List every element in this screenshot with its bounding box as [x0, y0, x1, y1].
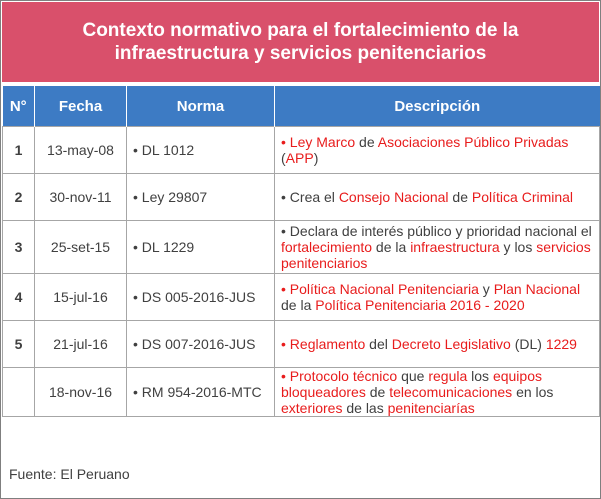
highlighted-term: Asociaciones Público Privadas [377, 134, 569, 150]
row-description [275, 127, 600, 174]
header-descripcion: Descripción [275, 86, 600, 127]
table-row [3, 174, 600, 221]
row-number: 5 [3, 321, 35, 368]
table-row [3, 321, 600, 368]
highlighted-term: • [281, 134, 290, 150]
row-norma [127, 221, 275, 274]
highlighted-term: Política Nacional Penitenciaria [289, 281, 479, 297]
table-row [3, 221, 600, 274]
row-norma [127, 174, 275, 221]
description-text: de la [372, 239, 411, 255]
regulations-table [2, 86, 600, 417]
row-number: 2 [3, 174, 35, 221]
row-date: 15-jul-16 [35, 274, 127, 321]
row-norma [127, 127, 275, 174]
norma-text: DS 005-2016-JUS [141, 289, 256, 305]
table-body [3, 127, 600, 417]
highlighted-term: infraestructura [410, 239, 500, 255]
header-num: N° [3, 86, 35, 127]
highlighted-term: Decreto Legislativo [391, 336, 511, 352]
row-norma [127, 274, 275, 321]
row-description [275, 368, 600, 417]
table-row [3, 368, 600, 417]
description-text: de las [342, 400, 388, 416]
highlighted-term: • [281, 336, 290, 352]
highlighted-term: 1229 [545, 336, 577, 352]
highlighted-term: Plan Nacional [493, 281, 581, 297]
slide-title [2, 2, 599, 84]
row-description [275, 221, 600, 274]
row-description [275, 321, 600, 368]
norma-text: Ley 29807 [141, 189, 208, 205]
highlighted-term: Reglamento [289, 336, 366, 352]
row-number: 3 [3, 221, 35, 274]
bullet-icon: • [133, 189, 142, 205]
table-row [3, 127, 600, 174]
highlighted-term: exteriores [281, 400, 343, 416]
row-norma [127, 321, 275, 368]
row-date: 18-nov-16 [35, 368, 127, 417]
highlighted-term: regula [428, 368, 468, 384]
bullet-icon: • [133, 336, 142, 352]
highlighted-term: servicios penitenciarios [281, 239, 591, 271]
description-text: (DL) [510, 336, 546, 352]
norma-text: RM 954-2016-MTC [141, 384, 262, 400]
source-footer: Fuente: El Peruano [9, 466, 130, 482]
description-text: de la [281, 297, 316, 313]
row-description [275, 274, 600, 321]
row-description [275, 174, 600, 221]
title-text: Contexto normativo para el fortalecimiento de la infraestructura y servicios penitenciarios [82, 20, 519, 64]
description-text: ) [313, 150, 319, 166]
highlighted-term: penitenciarías [387, 400, 475, 416]
highlighted-term: APP [285, 150, 314, 166]
highlighted-term: fortalecimiento [281, 239, 373, 255]
description-text: los [467, 368, 493, 384]
description-text: • Crea el [281, 189, 339, 205]
highlighted-term: Ley Marco [289, 134, 356, 150]
description-text: ( [281, 150, 286, 166]
table-header-row [3, 86, 600, 127]
description-text: de [365, 384, 390, 400]
description-text: y los [499, 239, 537, 255]
highlighted-term: Política Criminal [471, 189, 574, 205]
description-text: que [397, 368, 429, 384]
highlighted-term: • [281, 281, 290, 297]
header-norma: Norma [127, 86, 275, 127]
description-text: y [478, 281, 494, 297]
row-date: 30-nov-11 [35, 174, 127, 221]
highlighted-term: Protocolo técnico [289, 368, 398, 384]
highlighted-term: Consejo Nacional [338, 189, 449, 205]
bullet-icon: • [133, 289, 142, 305]
highlighted-term: Política Penitenciaria 2016 - 2020 [315, 297, 525, 313]
description-text: • Declara de interés público y prioridad nacional el [281, 223, 592, 239]
highlighted-term: equipos bloqueadores [281, 368, 542, 400]
description-text: de [355, 134, 378, 150]
bullet-icon: • [133, 239, 142, 255]
row-date: 13-may-08 [35, 127, 127, 174]
description-text: del [365, 336, 392, 352]
highlighted-term: telecomunicaciones [389, 384, 513, 400]
norma-text: DL 1012 [141, 142, 195, 158]
highlighted-term: • [281, 368, 290, 384]
table-row [3, 274, 600, 321]
row-number: 1 [3, 127, 35, 174]
row-date: 25-set-15 [35, 221, 127, 274]
row-date: 21-jul-16 [35, 321, 127, 368]
header-fecha: Fecha [35, 86, 127, 127]
description-text: en los [512, 384, 554, 400]
row-norma [127, 368, 275, 417]
bullet-icon: • [133, 142, 142, 158]
norma-text: DL 1229 [141, 239, 195, 255]
row-number [3, 368, 35, 417]
bullet-icon: • [133, 384, 142, 400]
row-number: 4 [3, 274, 35, 321]
description-text: de [448, 189, 472, 205]
norma-text: DS 007-2016-JUS [141, 336, 256, 352]
